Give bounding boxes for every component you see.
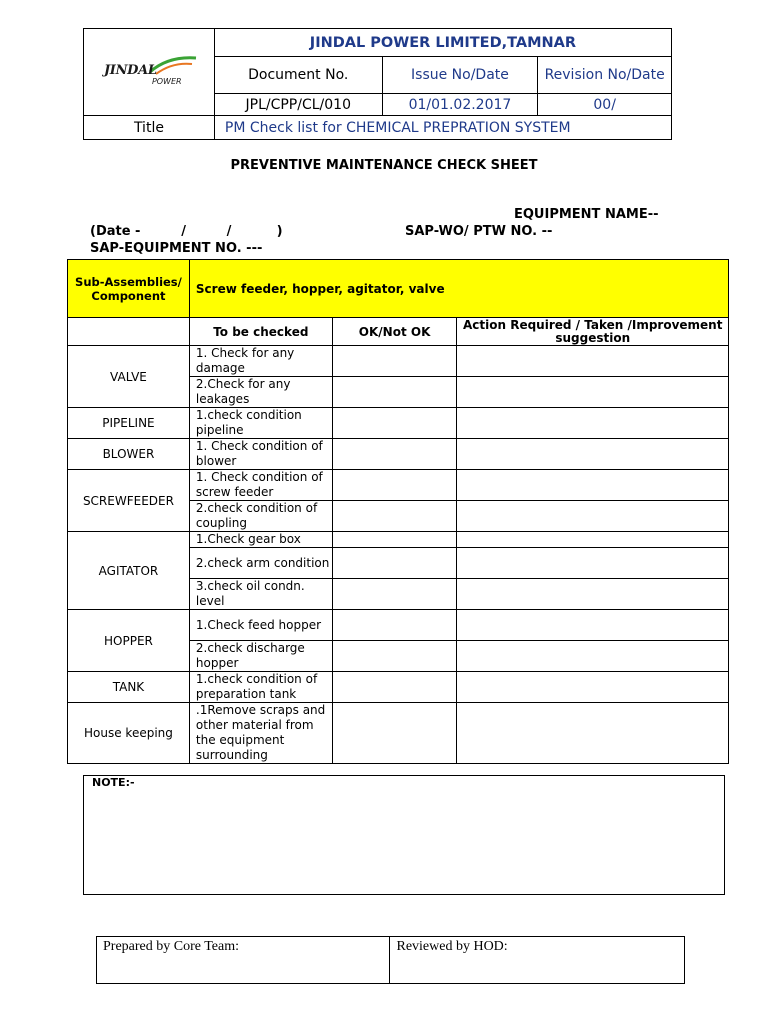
note-label: NOTE:-: [92, 776, 135, 789]
action-cell[interactable]: [457, 439, 729, 470]
logo-cell: [84, 29, 215, 116]
check-item: 1.check condition pipeline: [189, 408, 332, 439]
ok-cell[interactable]: [332, 548, 457, 579]
equipment-name-field[interactable]: EQUIPMENT NAME--: [514, 207, 659, 222]
ok-cell[interactable]: [332, 579, 457, 610]
doc-no-label: Document No.: [214, 57, 382, 94]
action-cell[interactable]: [457, 548, 729, 579]
revision-value: 00/: [538, 94, 672, 116]
action-cell[interactable]: [457, 377, 729, 408]
note-box[interactable]: [83, 775, 725, 895]
check-item: .1Remove scraps and other material from the equipment surrounding: [189, 703, 332, 764]
prepared-by-cell[interactable]: Prepared by Core Team:: [97, 937, 390, 984]
check-item: 1.Check gear box: [189, 532, 332, 548]
check-item: 1. Check condition of blower: [189, 439, 332, 470]
sub-assemblies-label: Sub-Assemblies/ Component: [68, 260, 190, 318]
action-cell[interactable]: [457, 501, 729, 532]
component-agitator: AGITATOR: [68, 532, 190, 610]
ok-cell[interactable]: [332, 532, 457, 548]
check-item: 2.check arm condition: [189, 548, 332, 579]
checklist-table: [67, 259, 729, 764]
action-cell[interactable]: [457, 579, 729, 610]
ok-cell[interactable]: [332, 408, 457, 439]
col-action-required: Action Required / Taken /Improvement suggestion: [457, 318, 729, 346]
action-cell[interactable]: [457, 672, 729, 703]
issue-date-value: 01/01.02.2017: [382, 94, 538, 116]
document-header: [83, 28, 672, 140]
ok-cell[interactable]: [332, 641, 457, 672]
ok-cell[interactable]: [332, 610, 457, 641]
check-item: 1.Check feed hopper: [189, 610, 332, 641]
check-item: 1. Check condition of screw feeder: [189, 470, 332, 501]
col-ok-not-ok: OK/Not OK: [332, 318, 457, 346]
sap-wo-field[interactable]: SAP-WO/ PTW NO. --: [405, 224, 553, 239]
sap-equipment-field[interactable]: SAP-EQUIPMENT NO. ---: [90, 241, 263, 256]
component-screwfeeder: SCREWFEEDER: [68, 470, 190, 532]
col-to-be-checked: To be checked: [189, 318, 332, 346]
ok-cell[interactable]: [332, 470, 457, 501]
issue-label: Issue No/Date: [382, 57, 538, 94]
check-item: 1. Check for any damage: [189, 346, 332, 377]
title-label: Title: [84, 116, 215, 140]
action-cell[interactable]: [457, 532, 729, 548]
component-hopper: HOPPER: [68, 610, 190, 672]
logo-subtext: POWER: [151, 77, 182, 86]
revision-label: Revision No/Date: [538, 57, 672, 94]
ok-cell[interactable]: [332, 377, 457, 408]
component-blower: BLOWER: [68, 439, 190, 470]
action-cell[interactable]: [457, 610, 729, 641]
ok-cell[interactable]: [332, 346, 457, 377]
check-item: 2.check condition of coupling: [189, 501, 332, 532]
ok-cell[interactable]: [332, 703, 457, 764]
title-value: PM Check list for CHEMICAL PREPRATION SYSTEM: [214, 116, 671, 140]
reviewed-by-cell[interactable]: Reviewed by HOD:: [390, 937, 685, 984]
component-pipeline: PIPELINE: [68, 408, 190, 439]
ok-cell[interactable]: [332, 439, 457, 470]
action-cell[interactable]: [457, 470, 729, 501]
doc-no-value: JPL/CPP/CL/010: [214, 94, 382, 116]
component-tank: TANK: [68, 672, 190, 703]
logo-text: JINDAL: [103, 63, 157, 78]
check-item: 2.check discharge hopper: [189, 641, 332, 672]
check-item: 3.check oil condn. level: [189, 579, 332, 610]
ok-cell[interactable]: [332, 501, 457, 532]
component-valve: VALVE: [68, 346, 190, 408]
sub-assemblies-value: Screw feeder, hopper, agitator, valve: [189, 260, 728, 318]
action-cell[interactable]: [457, 641, 729, 672]
action-cell[interactable]: [457, 408, 729, 439]
header-blank: [68, 318, 190, 346]
jindal-logo: [94, 54, 204, 90]
component-house-keeping: House keeping: [68, 703, 190, 764]
action-cell[interactable]: [457, 346, 729, 377]
sheet-title: PREVENTIVE MAINTENANCE CHECK SHEET: [230, 158, 538, 173]
date-field[interactable]: (Date - / / ): [90, 224, 283, 239]
check-item: 2.Check for any leakages: [189, 377, 332, 408]
ok-cell[interactable]: [332, 672, 457, 703]
action-cell[interactable]: [457, 703, 729, 764]
check-item: 1.check condition of preparation tank: [189, 672, 332, 703]
signature-table: [96, 936, 685, 984]
company-name: JINDAL POWER LIMITED,TAMNAR: [214, 29, 671, 57]
